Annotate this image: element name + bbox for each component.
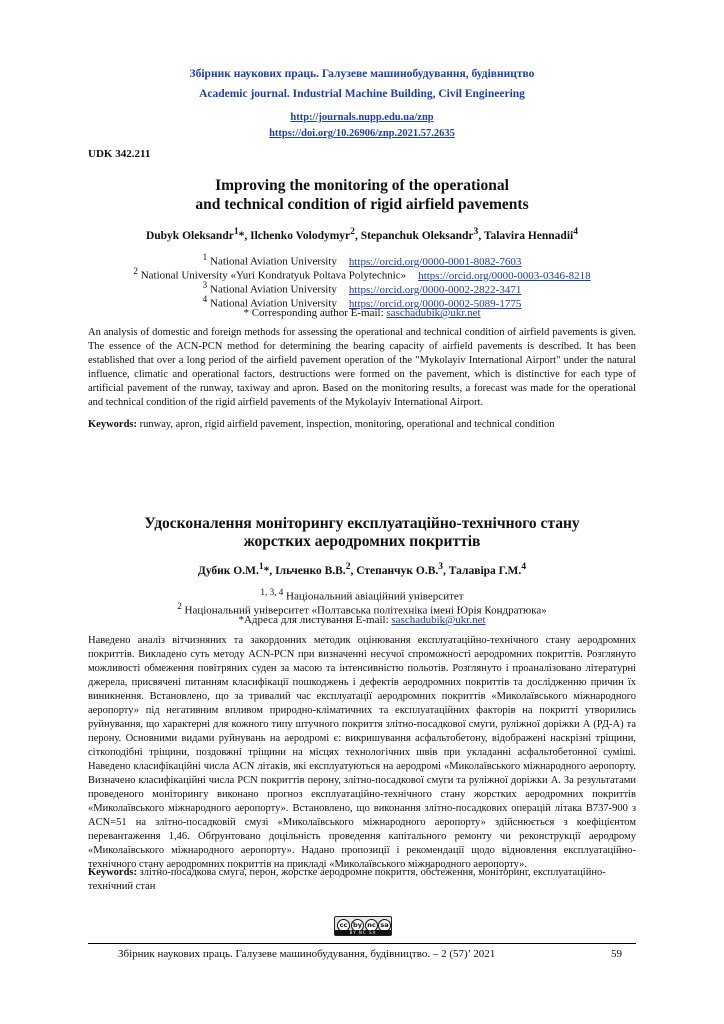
footer-divider: [88, 943, 636, 944]
affiliation-sup: 2: [177, 601, 182, 611]
author-name: Stepanchuk Oleksandr: [360, 229, 474, 242]
author-name: Ilchenko Volodymyr: [250, 229, 351, 242]
affiliation-name: National Aviation University: [210, 283, 337, 296]
orcid-link[interactable]: https://orcid.org/0000-0003-0346-8218: [418, 269, 591, 282]
author-sup: 3: [438, 561, 444, 572]
email-link[interactable]: saschadubik@ukr.net: [391, 614, 486, 626]
author-name: Dubyk Oleksandr: [145, 229, 234, 242]
email-link[interactable]: saschadubik@ukr.net: [386, 307, 481, 319]
corresponding-label: *Адреса для листування E-mail:: [238, 614, 389, 626]
keywords-label: Keywords:: [88, 867, 137, 878]
orcid-link[interactable]: https://orcid.org/0000-0001-8082-7603: [348, 255, 522, 268]
author-sup: 4: [573, 226, 579, 237]
by-icon: by: [351, 919, 364, 932]
journal-url-link[interactable]: http://journals.nupp.edu.ua/znp: [290, 112, 434, 123]
affiliation-sup: 4: [202, 294, 208, 304]
author-name: Талавіра Г.М.: [448, 564, 522, 577]
author-sup: 4: [521, 561, 527, 572]
author-mark: *: [238, 229, 245, 242]
article-title-en-line2: and technical condition of rigid airfield pavements: [195, 196, 529, 213]
affiliation-sup: 1: [202, 252, 208, 262]
affiliation-name: National Aviation University: [210, 297, 337, 310]
nc-icon: nc: [365, 919, 378, 932]
affiliation-sup: 3: [202, 280, 208, 290]
affiliation-name: National Aviation University: [210, 255, 337, 268]
affiliation-sup: 2: [133, 266, 138, 276]
author-sup: 3: [473, 226, 479, 237]
author-sup: 2: [350, 226, 355, 237]
keywords-text: runway, apron, rigid airfield pavement, inspection, monitoring, operational and technical condition: [139, 419, 555, 430]
author-sup: 2: [345, 561, 351, 572]
orcid-link[interactable]: https://orcid.org/0000-0002-5089-1775: [348, 297, 522, 310]
corresponding-author-uk: [0, 613, 724, 627]
affiliation-name: Національний університет «Полтавська політехніка імені Юрія Кондратюка»: [184, 604, 547, 617]
authors-en: Dubyk Oleksandr$^1$*, Ilchenko Volodymyr$^2$, Stepanchuk Oleksandr$^3$, Talavira Hennadii$^4$: [145, 226, 579, 242]
authors-uk: Дубик О.М.$^1$*, Ільченко В.В.$^2$, Степанчук О.В.$^3$, Талавіра Г.М.$^4$: [197, 561, 527, 577]
corresponding-author-en: [0, 306, 724, 320]
keywords-text: злітно-посадкова смуга, перон, жорстке аеродромне покриття, обстеження, моніторинг, експлуатаційно-технічний стан: [88, 867, 606, 892]
cc-icon: cc: [337, 919, 350, 932]
udk-code: UDK 342.211: [88, 148, 151, 160]
page-number: 59: [611, 948, 622, 960]
doi-link[interactable]: https://doi.org/10.26906/znp.2021.57.2635: [269, 128, 455, 139]
abstract-en: An analysis of domestic and foreign methods for assessing the operational and technical condition of airfield pavements is given. The essence of the ACN-PCN method for determining the bearing capacity of airfield pavements is described. It has been established that over a long period of the airfield pavement operation of the "Mykolayiv International Airport" under the natural influence, climatic and operational factors, destructions were formed on the pavement, which is distinctive for each type of artificial pavement of the runway, taxiway and apron. Based on the monitoring results, a forecast was made for the operational and technical condition of the rigid airfield pavements of the Mykolayiv International Airport.: [88, 327, 636, 408]
keywords-en: [88, 418, 636, 432]
article-title-en-line1: Improving the monitoring of the operational: [215, 177, 509, 194]
author-name: Ільченко В.В.: [275, 564, 346, 577]
cc-license-badge[interactable]: [334, 916, 392, 936]
journal-title-uk: Збірник наукових праць. Галузеве машинобудування, будівництво: [189, 68, 535, 80]
author-name: Talavira Hennadii: [483, 229, 574, 242]
keywords-uk: [88, 866, 636, 894]
author-sup: 1: [258, 561, 264, 572]
footer-journal-text: Збірник наукових праць. Галузеве машинобудування, будівництво. – 2 (57)’ 2021: [118, 948, 496, 960]
abstract-uk: Наведено аналіз вітчизняних та закордонних методик оцінювання експлуатаційно-технічного стану аеродромних покриттів. Викладено суть методу ACN-PCN при визначенні несучої спроможності аеродромних покриттів. Розглянуто можливості обмеження повітряних суден за масою та інтенсивністю польотів. Розглянуто і проаналізовано літературні джерела, присвячені питанням класифікації пошкоджень і дефектів аеродромних покриттів та дослідженню причин їх виникнення. Встановлено, що за тривалий час експлуатації аеродромних покриттів «Миколаївського міжнародного аеропорту» під негативним впливом природно-кліматичних та експлуатаційних факторів на покритті утворились руйнування, що характерні для кожного типу штучного покриття злітно-посадкової смуги, руліжної доріжки А (РД-А) та перону. Основними видами руйнувань на аеродромі є: викришування асфальтобетону, відображені наскрізні тріщини, сіткоподібні тріщини, поздовжні тріщини на місцях технологічних швів при укладанні асфальтобетонної суміші. Наведено класифікаційні числа ACN літаків, які експлуатуються на аеродромі «Миколаївського міжнародного аеропорту. Визначено класифікаційні числа PCN покриттів перону, злітно-посадкової смуги та руліжної доріжки А. За результатами проведеного моніторингу виконано прогноз експлуатаційно-технічного стану жорстких аеродромних покриттів «Миколаївського міжнародного аеропорту». Встановлено, що виконання злітно-посадкових операцій літака B737-900 з ACN=51 на злітно-посадковій смузі «Миколаївського міжнародного аеропорту» здійснюється з коефіцієнтом перевантаження 1,46. Обґрунтовано доцільність проведення капітального ремонту чи реконструкції аеродрому «Миколаївського міжнародного аеропорту». Надано пропозиції і рекомендації щодо відновлення експлуатаційно-технічного стану аеродромних покриттів на прикладі «Миколаївського міжнародного аеропорту».: [88, 635, 636, 870]
affiliation-name: Національний авіаційний університет: [286, 590, 464, 603]
affiliation-sup: 1, 3, 4: [260, 587, 284, 597]
article-title-uk-line2: жорстких аеродромних покриттів: [243, 533, 481, 550]
author-name: Дубик О.М.: [197, 564, 259, 577]
author-sup: 1: [233, 226, 239, 237]
keywords-label: Keywords:: [88, 419, 137, 430]
orcid-link[interactable]: https://orcid.org/0000-0002-2822-3471: [348, 283, 522, 296]
author-name: Степанчук О.В.: [356, 564, 439, 577]
author-mark: *: [263, 564, 270, 577]
corresponding-label: * Corresponding author E-mail:: [243, 307, 384, 319]
article-title-uk-line1: Удосконалення моніторингу експлуатаційно-технічного стану: [144, 515, 580, 532]
license-caption: BY NC SA: [335, 930, 391, 935]
sa-icon: sa: [378, 919, 391, 932]
affiliation-name: National University «Yuri Kondratyuk Poltava Polytechnic»: [140, 269, 407, 282]
journal-title-en: Academic journal. Industrial Machine Building, Civil Engineering: [199, 88, 525, 100]
